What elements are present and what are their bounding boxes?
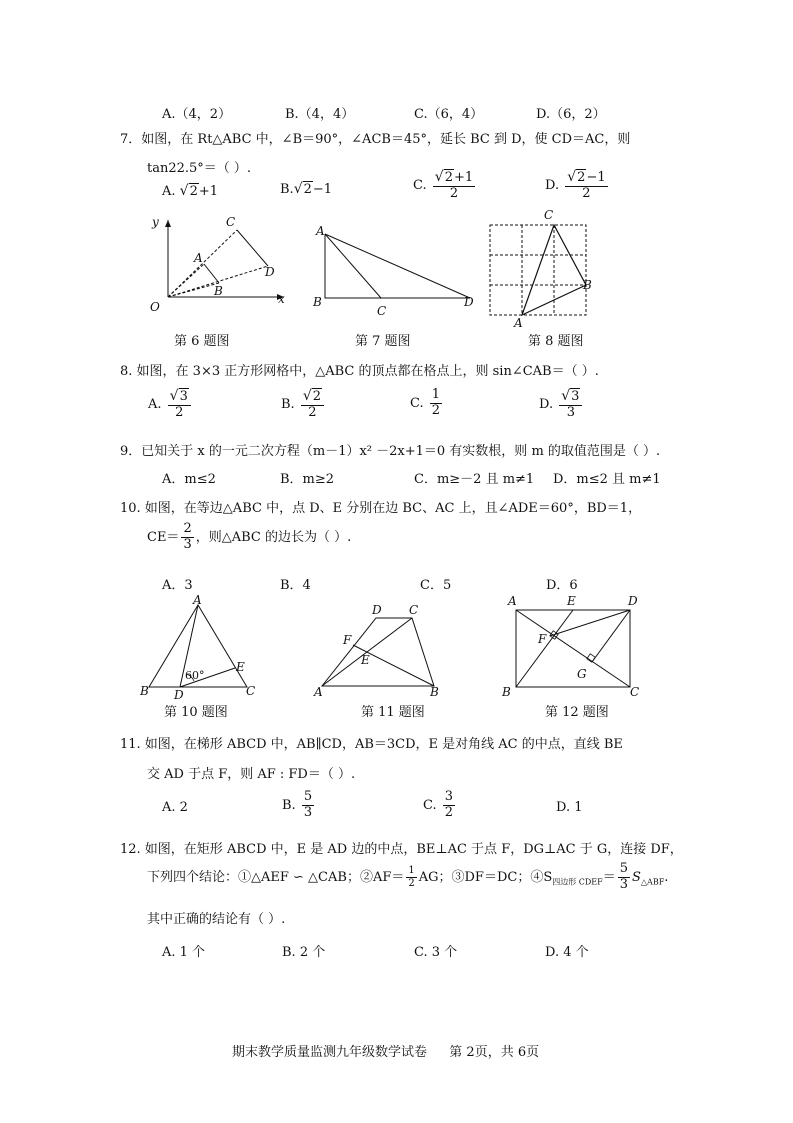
fig10-label-d: D (174, 688, 184, 702)
figure-12 (500, 592, 650, 702)
fig7-label-a: A (316, 224, 325, 238)
caption-fig7: 第 7 题图 (355, 334, 411, 349)
q6-option-d: D.（6，2） (536, 107, 606, 122)
q7-option-d: D. $\frac{√2-1}{2}$ (545, 169, 606, 201)
fig11-label-a: A (314, 685, 323, 699)
q10-option-c: C．5 (420, 578, 452, 593)
q11-option-c: C. $\frac{3}{2}$ (423, 789, 454, 820)
q7-stem-line2: tan22.5°＝（ ）. (147, 161, 252, 176)
q12-options (0, 941, 793, 959)
q12-option-b: B. 2 个 (282, 945, 326, 960)
q12-stem-line1: 12. 如图，在矩形 ABCD 中，E 是 AD 边的中点，BE⊥AC 于点 F，DG⊥AC 于 G，连接 DF， (120, 842, 683, 857)
q12-option-a: A. 1 个 (162, 945, 206, 960)
fig7-label-b: B (313, 295, 322, 309)
q10-option-a: A．3 (162, 578, 193, 593)
q8-option-b: B. $\frac{√2}{2}$ (281, 388, 326, 421)
q7-options (0, 165, 793, 213)
caption-fig6: 第 6 题图 (174, 334, 230, 349)
q12-stem-line2: 下列四个结论：①△AEF ∽ △CAB；②AF＝ $\frac{1}{2}$ AG；③DF＝DC；$④S_{四边形 CDEF}=$ $\frac{5}{3}$ $S_{\triangle ABF}$. (147, 861, 669, 892)
fig12-label-f: F (538, 632, 547, 646)
q11-option-d: D. 1 (556, 800, 583, 815)
fig10-label-a: A (193, 593, 202, 607)
q6-option-a: A.（4，2） (162, 107, 232, 122)
q12-option-c: C. 3 个 (414, 945, 458, 960)
q11-stem-line1: 11. 如图，在梯形 ABCD 中，AB∥CD，AB＝3CD，E 是对角线 AC 的中点，直线 BE (120, 737, 623, 752)
figure-10 (138, 595, 268, 700)
q11-option-b: B. $\frac{5}{3}$ (282, 789, 313, 820)
fig7-label-d: D (464, 295, 474, 309)
fig7-label-c: C (377, 304, 387, 318)
footer-page-number: 第 2页，共 6页 (449, 1045, 540, 1060)
q10-options (0, 574, 793, 592)
caption-fig12: 第 12 题图 (545, 705, 609, 720)
figure-7 (310, 220, 480, 320)
q8-option-d: D. $\frac{√3}{3}$ (539, 388, 584, 421)
q6-option-c: C.（6，4） (414, 107, 484, 122)
q11-stem-line2: 交 AD 于点 F，则 AF : FD＝（ ）. (147, 767, 356, 782)
q9-stem: 9．已知关于 x 的一元二次方程（m－1）x² －2x+1＝0 有实数根，则 m 的取值范围是（ ）. (120, 444, 661, 459)
fig11-label-e: E (361, 653, 370, 667)
page-footer (232, 1041, 539, 1060)
fig11-label-f: F (343, 633, 352, 647)
q7-stem-line1: 7．如图，在 Rt△ABC 中，∠B＝90°，∠ACB＝45°，延长 BC 到 D，使 CD＝AC，则 (120, 132, 631, 147)
fig12-label-b: B (502, 685, 511, 699)
figure-6 (140, 210, 300, 320)
fig8-label-b: B (583, 278, 592, 292)
fig11-label-b: B (430, 685, 439, 699)
q7-option-b: B.√2−1 (280, 181, 333, 197)
fig6-label-a: A (194, 251, 203, 265)
q9-options (0, 468, 793, 486)
fig12-label-d: D (628, 594, 638, 608)
q9-option-a: A．m≤2 (162, 472, 216, 487)
fig11-label-d: D (372, 603, 382, 617)
fig10-label-angle: 60° (185, 669, 205, 682)
q6-options (0, 103, 793, 121)
q10-option-d: D．6 (546, 578, 578, 593)
q12-option-d: D. 4 个 (545, 945, 589, 960)
fig10-label-b: B (140, 684, 149, 698)
caption-fig10: 第 10 题图 (164, 705, 228, 720)
q8-stem: 8. 如图，在 3×3 正方形网格中，△ABC 的顶点都在格点上，则 sin∠CAB＝（ ）. (120, 364, 599, 379)
fig8-label-c: C (544, 208, 554, 222)
fig6-label-x: x (278, 292, 285, 306)
q7-option-c: C. $\frac{√2+1}{2}$ (413, 169, 474, 201)
q8-option-a: A. $\frac{√3}{2}$ (148, 388, 193, 421)
fig8-label-a: A (514, 316, 523, 330)
q10-stem-line1: 10. 如图，在等边△ABC 中，点 D、E 分别在边 BC、AC 上，且∠ADE＝60°，BD＝1， (120, 501, 642, 516)
fig10-label-c: C (246, 684, 256, 698)
fig6-label-o: O (150, 300, 160, 314)
fig6-label-c: C (226, 215, 236, 229)
q9-option-b: B．m≥2 (280, 472, 335, 487)
fig12-label-c: C (630, 685, 640, 699)
q12-stem-line3: 其中正确的结论有（ ）. (147, 912, 286, 927)
fig12-label-g: G (577, 667, 587, 681)
q11-options (0, 790, 793, 832)
fig12-label-a: A (508, 594, 517, 608)
q10-stem-line2: CE＝ $\frac{2}{3}$ ，则△ABC 的边长为（ ）. (147, 521, 352, 552)
q6-option-b: B.（4，4） (285, 107, 355, 122)
q11-option-a: A. 2 (162, 800, 188, 815)
figure-11 (312, 600, 452, 700)
fig12-label-e: E (567, 594, 576, 608)
footer-title: 期末教学质量监测九年级数学试卷 (232, 1045, 428, 1060)
caption-fig8: 第 8 题图 (528, 334, 584, 349)
q9-option-d: D．m≤2 且 m≠1 (553, 472, 661, 487)
caption-fig11: 第 11 题图 (361, 705, 425, 720)
figure-8 (482, 205, 602, 330)
q9-option-c: C．m≥－2 且 m≠1 (414, 472, 535, 487)
q8-options (0, 388, 793, 434)
fig11-label-c: C (409, 603, 419, 617)
fig6-label-b: B (214, 284, 223, 298)
q8-option-c: C. $\frac{1}{2}$ (410, 387, 441, 418)
q10-option-b: B．4 (280, 578, 311, 593)
q7-option-a: A. √2+1 (162, 183, 219, 199)
fig6-label-y: y (152, 215, 159, 229)
fig10-label-e: E (236, 660, 245, 674)
fig6-label-d: D (265, 265, 275, 279)
